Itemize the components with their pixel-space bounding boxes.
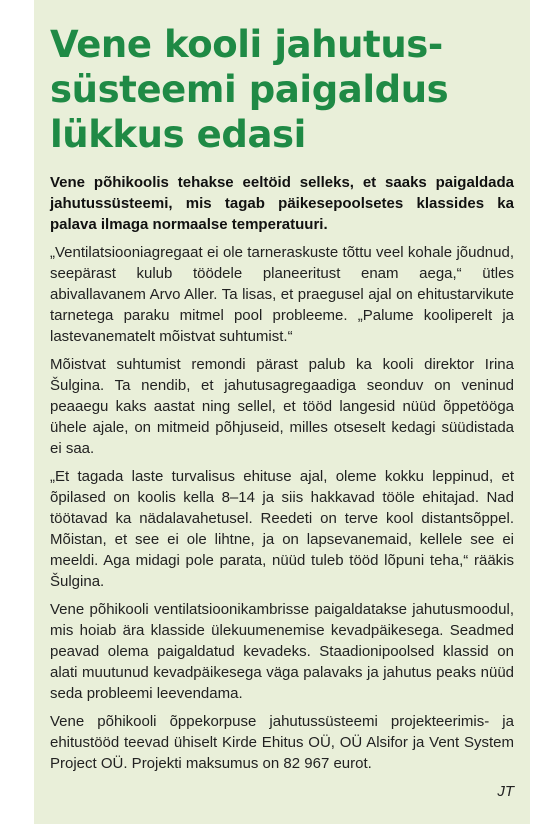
article-lede: Vene põhikoolis tehakse eeltöid selleks, et saaks paigaldada jahutussüsteemi, mis tagab päikesepoolsetes klassides ka palava ilmaga normaalse temperatuuri. bbox=[50, 174, 514, 233]
article-paragraph: Vene põhikooli ventilatsioonikambrisse paigaldatakse jahutusmoodul, mis hoiab ära klasside ülekuumenemise kevadpäikesega. Seadmed peavad olema paigaldatud kevadeks. Staadionipoolsed klassid on alati muutunud kevadpäikesega väga palavaks ja jahutus peaks nüüd seda probleemi leevendama. bbox=[50, 601, 514, 702]
article-paragraph: Vene põhikooli õppekorpuse jahutussüsteemi projekteerimis- ja ehitustööd teevad ühiselt Kirde Ehitus OÜ, OÜ Alsifor ja Vent System Project OÜ. Projekti maksumus on 82 967 eurot. bbox=[50, 713, 514, 772]
article-panel bbox=[34, 0, 530, 824]
article-paragraph: „Ventilatsiooniagregaat ei ole tarneraskuste tõttu veel kohale jõudnud, seepärast kulub töödele planeeritust enam aega,“ ütles abivallavanem Arvo Aller. Ta lisas, et praegusel ajal on ehitustarvikute tarnetega paraku mitmel pool probleeme. „Palume kooliperelt ja lastevanematelt mõistvat suhtumist.“ bbox=[50, 244, 514, 345]
article-headline: Vene kooli jahutus-süsteemi paigaldus lükkus edasi bbox=[50, 23, 449, 156]
author-initials: JT bbox=[497, 783, 514, 800]
article-paragraph: Mõistvat suhtumist remondi pärast palub ka kooli direktor Irina Šulgina. Ta nendib, et jahutusagregaadiga seonduv on veninud peaaegu kaks aastat ning sellel, et tööd langesid nüüd õppetööga ühele ajale, on mitmeid põhjuseid, milles otseselt kedagi süüdistada ei saa. bbox=[50, 356, 514, 457]
article-paragraph: „Et tagada laste turvalisus ehituse ajal, oleme kokku leppinud, et õpilased on koolis kella 8–14 ja siis hakkavad tööle ehitajad. Nad töötavad ka nädalavahetusel. Reedeti on terve kool distantsõppel. Mõistan, et see ei ole lihtne, ja on lapsevanemaid, kellele see ei meeldi. Aga midagi pole parata, nüüd tuleb tööd lõpuni teha,“ rääkis Šulgina. bbox=[50, 468, 514, 590]
